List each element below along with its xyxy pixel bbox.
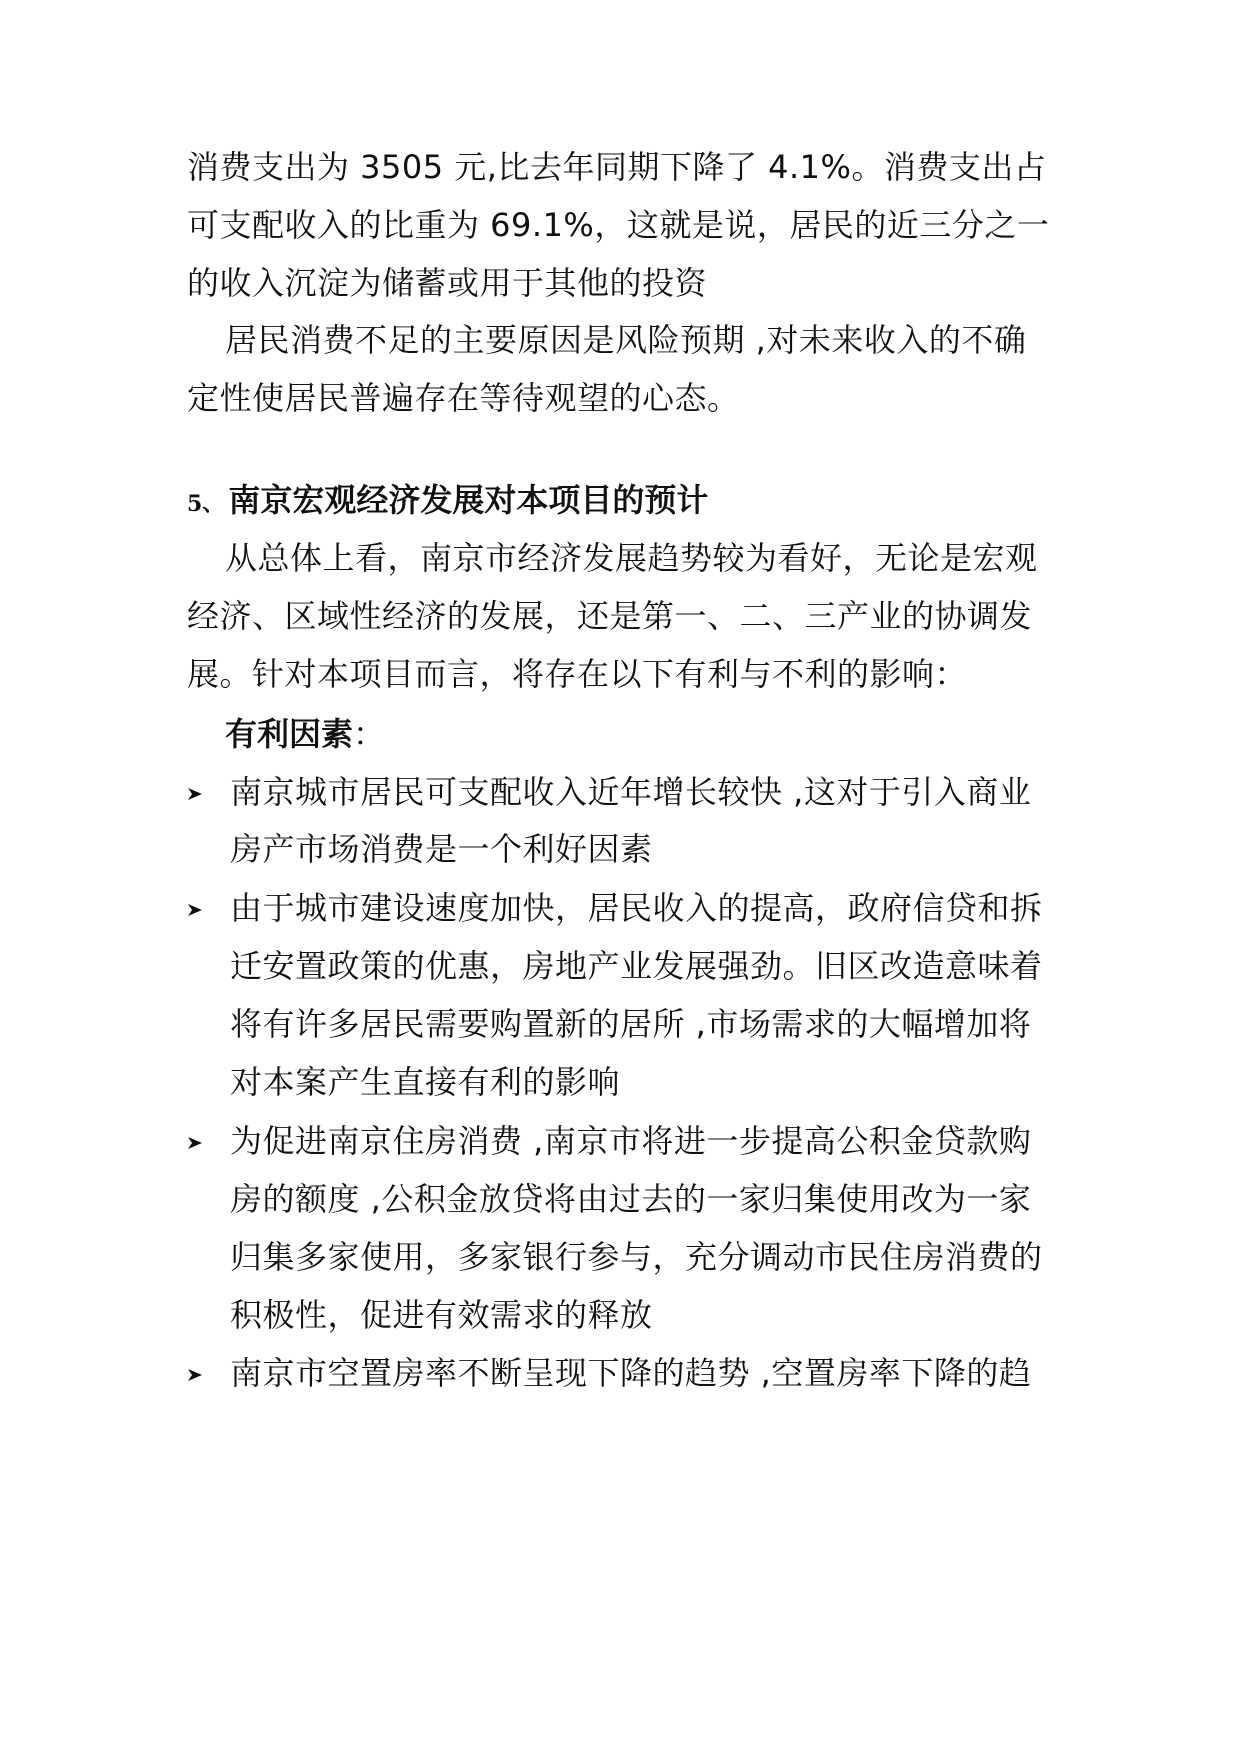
bullet-line: 归集多家使用，多家银行参与，充分调动市民住房消费的 <box>230 1238 1043 1276</box>
section-number: 5、 <box>187 491 225 517</box>
arrowhead-bullet-icon <box>186 1134 204 1152</box>
bullet-line: 为促进南京住房消费 ,南京市将进一步提高公积金贷款购 <box>230 1122 1032 1160</box>
bullet-line: 南京城市居民可支配收入近年增长较快 ,这对于引入商业 <box>230 773 1032 811</box>
bullet-line: 积极性，促进有效需求的释放 <box>230 1296 653 1334</box>
paragraph-line: 展。针对本项目而言，将存在以下有利与不利的影响： <box>187 655 968 693</box>
paragraph-line: 从总体上看，南京市经济发展趋势较为看好，无论是宏观 <box>225 539 1038 577</box>
bullet-line: 房产市场消费是一个利好因素 <box>230 830 653 868</box>
favorable-factors-heading <box>225 714 385 754</box>
paragraph-line: 可支配收入的比重为 69.1%，这就是说，居民的近三分之一 <box>187 206 1050 244</box>
favorable-factors-colon: ： <box>353 715 386 753</box>
bullet-line: 南京市空置房率不断呈现下降的趋势 ,空置房率下降的趋 <box>230 1354 1032 1392</box>
arrowhead-bullet-icon <box>186 1366 204 1384</box>
bullet-line: 将有许多居民需要购置新的居所 ,市场需求的大幅增加将 <box>230 1005 1032 1043</box>
favorable-factors-label: 有利因素 <box>225 715 354 753</box>
paragraph-line: 居民消费不足的主要原因是风险预期 ,对未来收入的不确 <box>225 321 1027 359</box>
paragraph-line: 消费支出为 3505 元,比去年同期下降了 4.1%。消费支出占 <box>187 148 1047 186</box>
paragraph-line: 定性使居民普遍存在等待观望的心态。 <box>187 379 740 417</box>
bullet-line: 对本案产生直接有利的影响 <box>230 1063 621 1101</box>
paragraph-line: 经济、区域性经济的发展，还是第一、二、三产业的协调发 <box>187 597 1033 635</box>
arrowhead-bullet-icon <box>186 785 204 803</box>
arrowhead-bullet-icon <box>186 901 204 919</box>
paragraph-line: 的收入沉淀为储蓄或用于其他的投资 <box>187 264 708 302</box>
section-heading <box>187 480 708 524</box>
bullet-line: 由于城市建设速度加快，居民收入的提高，政府信贷和拆 <box>230 889 1043 927</box>
section-title: 南京宏观经济发展对本项目的预计 <box>228 481 709 519</box>
bullet-line: 迁安置政策的优惠，房地产业发展强劲。旧区改造意味着 <box>230 947 1043 985</box>
bullet-line: 房的额度 ,公积金放贷将由过去的一家归集使用改为一家 <box>230 1180 1032 1218</box>
